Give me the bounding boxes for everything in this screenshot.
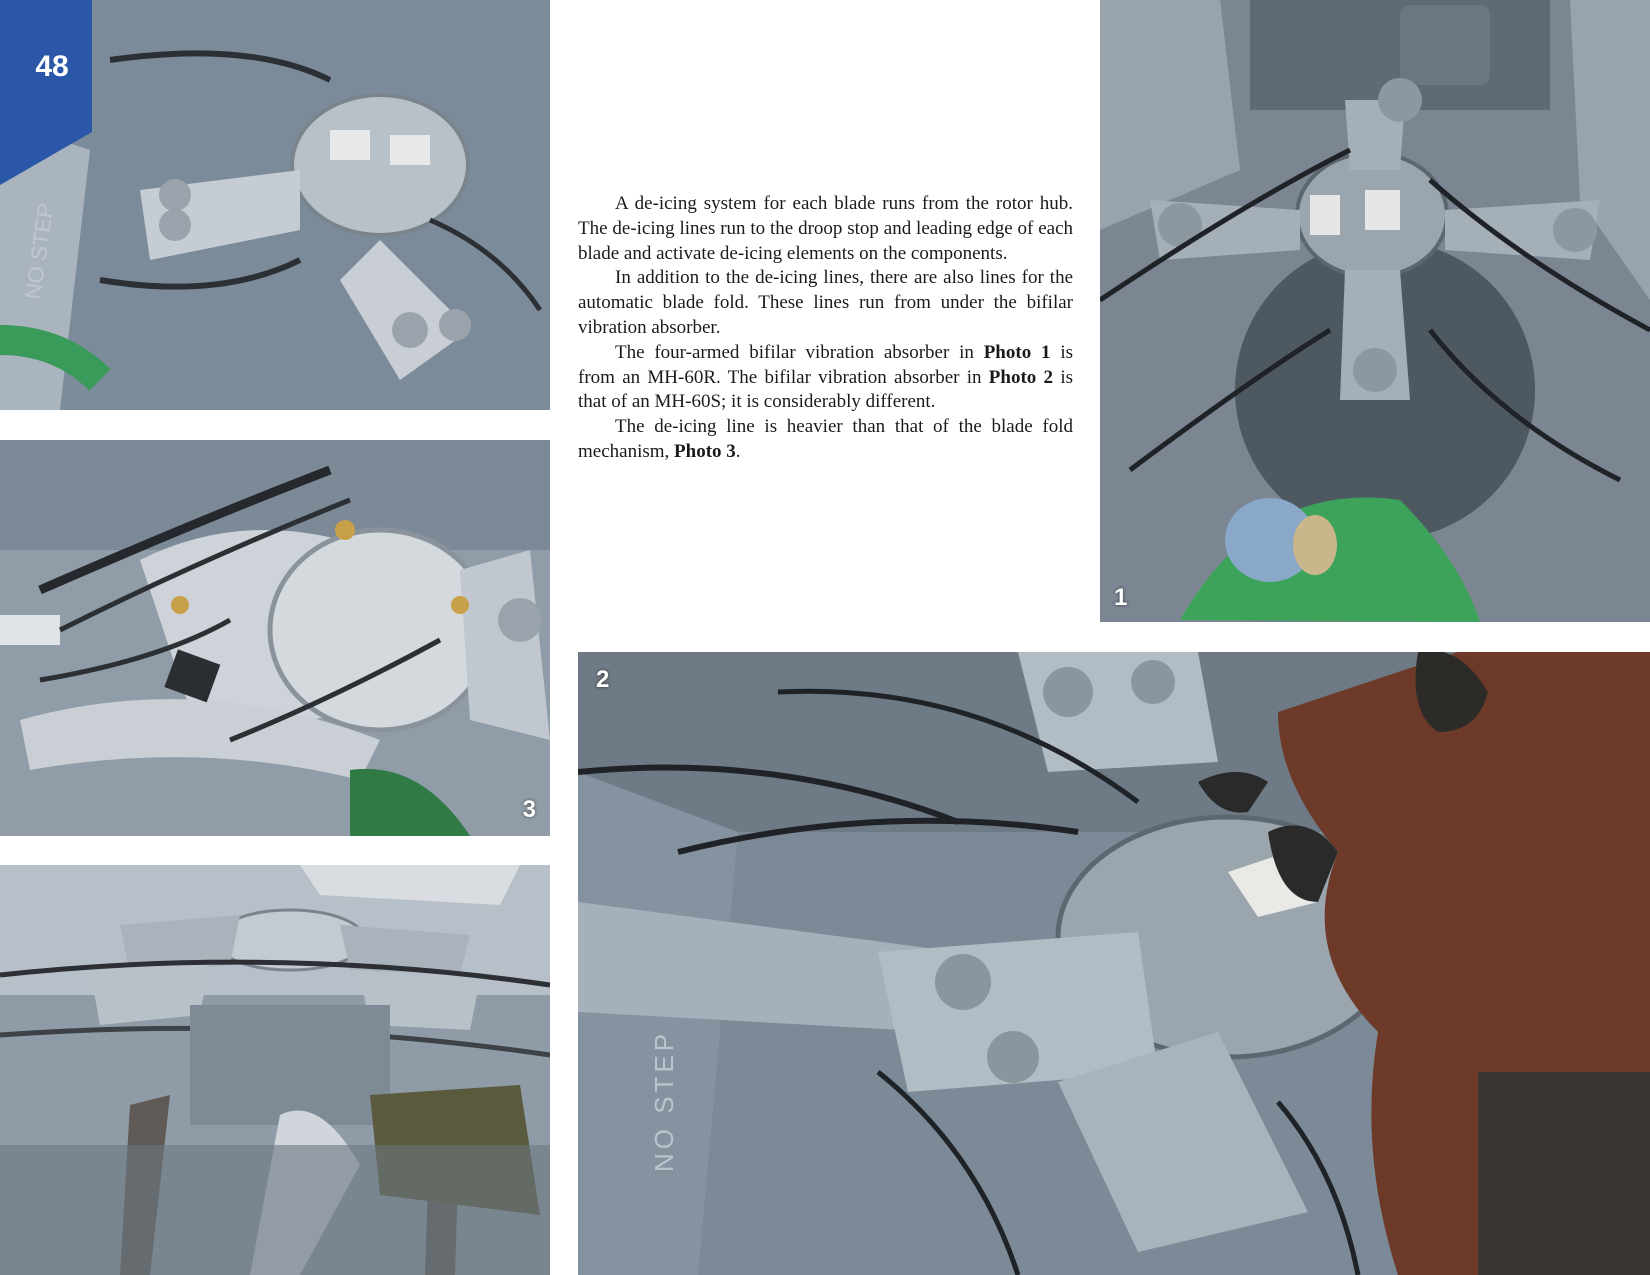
paragraph-2-text: In addition to the de-icing lines, there are also lines for the automatic blade fold. These lines run from under the bifilar vibration absorber. [578, 267, 1073, 338]
paragraph-4 [578, 415, 1073, 465]
no-step-marking-tl: NO STEP [20, 201, 59, 301]
photo-rotor-head-side [0, 865, 550, 1275]
paragraph-4-text-c: . [735, 440, 741, 462]
paragraph-1-text: A de-icing system for each blade runs from the rotor hub. The de-icing lines run to the droop stop and leading edge of each blade and activate de-icing elements on the components. [578, 193, 1073, 264]
paragraph-1 [578, 192, 1073, 266]
paragraph-3-text-e: is that of an MH-60S; it is considerably different. [578, 366, 1073, 413]
paragraph-3 [578, 341, 1073, 415]
paragraph-4-text-a: The de-icing line is heavier than that of the blade fold mechanism, [578, 416, 1073, 462]
photo-1-mh60r-bifilar [1100, 0, 1650, 622]
article-text [578, 192, 1073, 465]
paragraph-2 [578, 266, 1073, 340]
photo-number-1: 1 [1114, 584, 1128, 611]
photo-number-3: 3 [522, 796, 536, 823]
photo-1-reference: Photo 1 [983, 341, 1051, 363]
photo-number-2: 2 [596, 666, 610, 693]
photo-2-reference: Photo 2 [988, 366, 1054, 388]
photo-2-mh60s-bifilar [578, 652, 1650, 1275]
photo-3-reference: Photo 3 [674, 440, 736, 462]
page-number: 48 [35, 50, 69, 83]
no-step-marking: NO STEP [649, 1029, 679, 1172]
paragraph-3-text-a: The four-armed bifilar vibration absorber in [615, 341, 984, 363]
paragraph-3-text-c: is from an MH-60R. The bifilar vibration absorber in [578, 341, 1073, 388]
photo-3-deicing-line [0, 440, 550, 836]
